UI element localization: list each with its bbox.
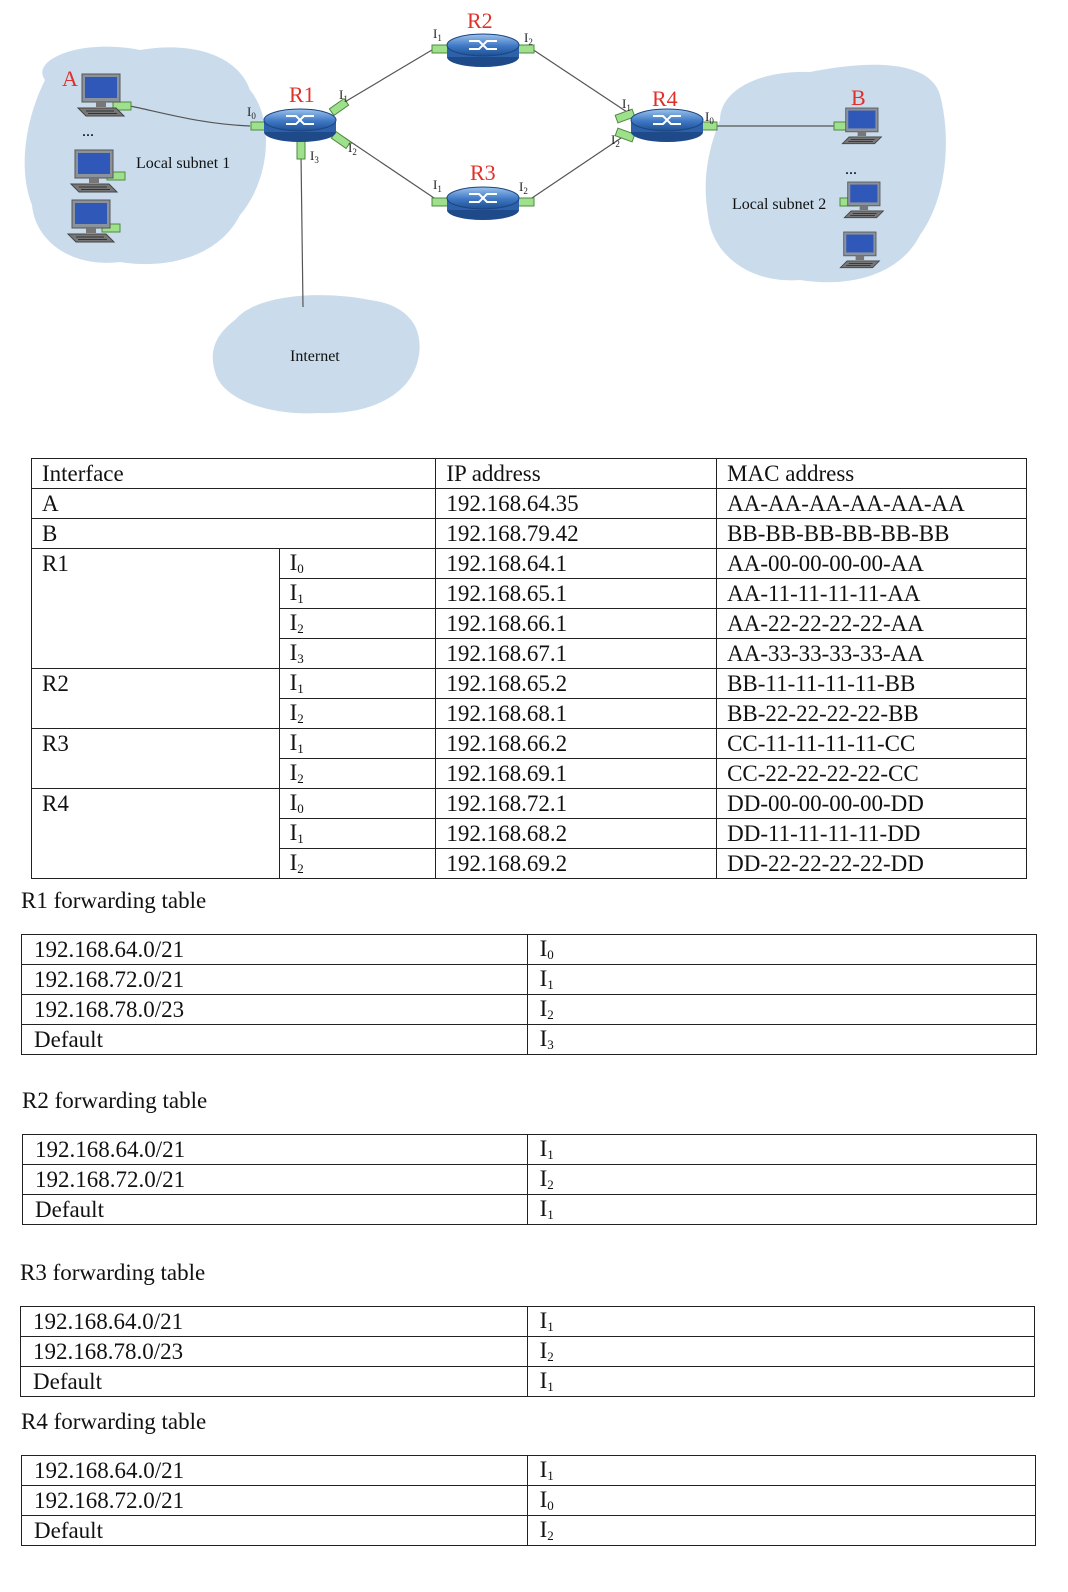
ip-cell: 192.168.69.1 <box>436 759 717 789</box>
mac-cell: BB-BB-BB-BB-BB-BB <box>717 519 1027 549</box>
table-row <box>32 489 1027 519</box>
mac-cell: AA-AA-AA-AA-AA-AA <box>717 489 1027 519</box>
router-r3 <box>447 187 519 220</box>
prefix-cell: 192.168.72.0/21 <box>22 1486 528 1516</box>
mac-cell: BB-11-11-11-11-BB <box>717 669 1027 699</box>
table-row <box>21 1367 1035 1397</box>
ip-cell: 192.168.67.1 <box>436 639 717 669</box>
ip-cell: 192.168.72.1 <box>436 789 717 819</box>
r3-forwarding-table <box>20 1306 1035 1397</box>
r1-i1-label: $I_1$ <box>339 87 348 104</box>
table-row <box>32 849 1027 879</box>
host-b-label: B <box>851 85 866 110</box>
link-r1-internet <box>301 155 303 307</box>
link-r1-r3 <box>345 138 437 200</box>
table-row <box>32 519 1027 549</box>
router-r4 <box>631 109 703 142</box>
router-r3-label: R3 <box>470 160 496 185</box>
mac-cell: CC-11-11-11-11-CC <box>717 729 1027 759</box>
iface-cell: $I_0$ <box>527 1486 1035 1516</box>
ip-cell: 192.168.68.1 <box>436 699 717 729</box>
ip-cell: 192.168.79.42 <box>436 519 717 549</box>
ip-cell: 192.168.66.2 <box>436 729 717 759</box>
ip-cell: 192.168.64.1 <box>436 549 717 579</box>
iface-cell: $I_1$ <box>527 1456 1035 1486</box>
prefix-cell: 192.168.64.0/21 <box>22 1456 528 1486</box>
local-subnet-2-label: Local subnet 2 <box>732 196 827 213</box>
prefix-cell: 192.168.78.0/23 <box>22 995 528 1025</box>
mac-cell: CC-22-22-22-22-CC <box>717 759 1027 789</box>
r4-forwarding-table <box>21 1455 1036 1546</box>
iface-cell: $I_1$ <box>527 1135 1036 1165</box>
prefix-cell: 192.168.64.0/21 <box>21 1307 528 1337</box>
mac-cell: AA-33-33-33-33-AA <box>717 639 1027 669</box>
mac-cell: BB-22-22-22-22-BB <box>717 699 1027 729</box>
iface-cell: $I_1$ <box>279 819 436 849</box>
prefix-cell: Default <box>21 1367 528 1397</box>
prefix-cell: 192.168.64.0/21 <box>23 1135 528 1165</box>
iface-cell: $I_2$ <box>527 995 1036 1025</box>
prefix-cell: Default <box>23 1195 528 1225</box>
host-a-label: A <box>62 66 78 91</box>
table-row <box>23 1135 1037 1165</box>
r3-i2-label: $I_2$ <box>519 179 528 196</box>
device-cell: R4 <box>32 789 280 819</box>
table-row <box>23 1165 1037 1195</box>
router-r1-label: R1 <box>289 82 315 107</box>
table-row <box>22 1025 1037 1055</box>
table-row <box>32 549 1027 579</box>
table-row <box>32 699 1027 729</box>
prefix-cell: Default <box>22 1025 528 1055</box>
r1-i0-label: $I_0$ <box>247 104 256 121</box>
network-diagram <box>0 0 1068 430</box>
header-ip: IP address <box>436 459 717 489</box>
host-a-computer <box>78 74 124 116</box>
table-row <box>32 759 1027 789</box>
iface-cell: $I_1$ <box>279 669 436 699</box>
mac-cell: DD-22-22-22-22-DD <box>717 849 1027 879</box>
ip-cell: 192.168.64.35 <box>436 489 717 519</box>
local-subnet-2-cloud <box>706 65 946 282</box>
prefix-cell: 192.168.78.0/23 <box>21 1337 528 1367</box>
table-row <box>22 935 1037 965</box>
iface-cell: $I_2$ <box>279 609 436 639</box>
prefix-cell: 192.168.64.0/21 <box>22 935 528 965</box>
table-row <box>32 639 1027 669</box>
r4-forwarding-table-title: R4 forwarding table <box>21 1409 207 1434</box>
r4-i0-label: $I_0$ <box>705 109 714 126</box>
table-row <box>21 1337 1035 1367</box>
prefix-cell: Default <box>22 1516 528 1546</box>
r1-i2-label: $I_2$ <box>348 140 357 157</box>
device-cell: R2 <box>32 669 280 699</box>
ip-cell: 192.168.69.2 <box>436 849 717 879</box>
r2-forwarding-table-title: R2 forwarding table <box>22 1088 208 1113</box>
table-row <box>32 789 1027 819</box>
ip-cell: 192.168.65.1 <box>436 579 717 609</box>
iface-cell: $I_1$ <box>527 1195 1036 1225</box>
r1-i3-label: $I_3$ <box>310 148 319 165</box>
table-row <box>22 1516 1036 1546</box>
iface-cell: $I_1$ <box>279 729 436 759</box>
iface-cell: $I_2$ <box>527 1165 1036 1195</box>
iface-cell: $I_3$ <box>279 639 436 669</box>
table-row <box>32 729 1027 759</box>
ip-cell: 192.168.66.1 <box>436 609 717 639</box>
header-interface: Interface <box>32 459 436 489</box>
table-row <box>22 1486 1036 1516</box>
internet-label: Internet <box>290 348 340 365</box>
device-cell: R3 <box>32 729 280 759</box>
table-row <box>22 1456 1036 1486</box>
r2-forwarding-table <box>22 1134 1037 1225</box>
router-r4-label: R4 <box>652 86 678 111</box>
mac-cell: AA-11-11-11-11-AA <box>717 579 1027 609</box>
table-row <box>32 669 1027 699</box>
iface-cell: $I_1$ <box>279 579 436 609</box>
link-r1-r2 <box>343 47 437 103</box>
iface-cell: $I_0$ <box>527 935 1036 965</box>
computer-icon <box>71 150 117 192</box>
table-row <box>32 819 1027 849</box>
router-r2 <box>447 34 519 67</box>
r4-i2-label: $I_2$ <box>611 132 620 149</box>
r3-i1-label: $I_1$ <box>433 177 442 194</box>
mac-cell: AA-00-00-00-00-AA <box>717 549 1027 579</box>
prefix-cell: 192.168.72.0/21 <box>23 1165 528 1195</box>
table-row <box>21 1307 1035 1337</box>
r3-forwarding-table-title: R3 forwarding table <box>20 1260 206 1285</box>
table-row <box>23 1195 1037 1225</box>
device-cell: R1 <box>32 549 280 579</box>
ellipsis: ... <box>82 123 94 140</box>
iface-cell: $I_2$ <box>279 699 436 729</box>
iface-cell: $I_1$ <box>527 1367 1034 1397</box>
mac-cell: AA-22-22-22-22-AA <box>717 609 1027 639</box>
link-r2-r4 <box>529 47 627 112</box>
table-header-row <box>32 459 1027 489</box>
computer-icon <box>844 182 883 218</box>
r2-i2-label: $I_2$ <box>524 30 533 47</box>
iface-cell: $I_1$ <box>527 965 1036 995</box>
iface-cell: $I_3$ <box>527 1025 1036 1055</box>
ip-cell: 192.168.65.2 <box>436 669 717 699</box>
local-subnet-1-label: Local subnet 1 <box>136 155 231 172</box>
r1-forwarding-table-title: R1 forwarding table <box>21 888 207 913</box>
header-mac: MAC address <box>717 459 1027 489</box>
iface-cell: $I_0$ <box>279 789 436 819</box>
r1-forwarding-table <box>21 934 1037 1055</box>
iface-cell: $I_1$ <box>527 1307 1034 1337</box>
mac-cell: DD-00-00-00-00-DD <box>717 789 1027 819</box>
mac-cell: DD-11-11-11-11-DD <box>717 819 1027 849</box>
device-cell: A <box>32 489 436 519</box>
r4-i1-label: $I_1$ <box>622 96 631 113</box>
table-row <box>22 995 1037 1025</box>
host-b-computer <box>842 108 881 144</box>
device-cell: B <box>32 519 436 549</box>
ip-cell: 192.168.68.2 <box>436 819 717 849</box>
table-row <box>32 579 1027 609</box>
iface-cell: $I_2$ <box>279 849 436 879</box>
table-row <box>32 609 1027 639</box>
table-row <box>22 965 1037 995</box>
r2-i1-label: $I_1$ <box>433 26 442 43</box>
router-r2-label: R2 <box>467 8 493 33</box>
address-table <box>31 458 1027 879</box>
iface-cell: $I_0$ <box>279 549 436 579</box>
iface-cell: $I_2$ <box>527 1337 1034 1367</box>
computer-icon <box>840 232 879 268</box>
iface-cell: $I_2$ <box>279 759 436 789</box>
prefix-cell: 192.168.72.0/21 <box>22 965 528 995</box>
iface-cell: $I_2$ <box>527 1516 1035 1546</box>
ellipsis: ... <box>845 161 857 178</box>
computer-icon <box>68 200 114 242</box>
router-r1 <box>264 109 336 142</box>
